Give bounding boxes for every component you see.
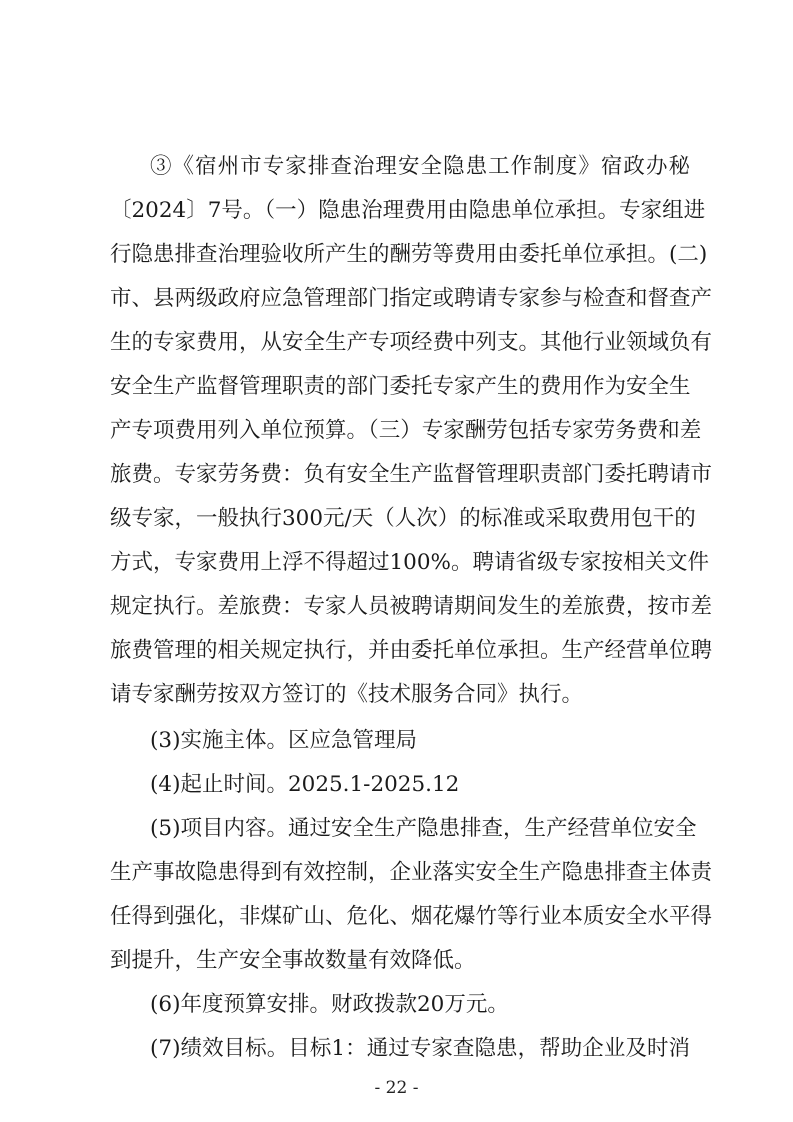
text-line: 到提升，生产安全事故数量有效降低。 [110,948,476,973]
text-line: 〔2024〕7号。（一）隐患治理费用由隐患单位承担。专家组进 [110,198,706,223]
text-line: 方式，专家费用上浮不得超过100%。聘请省级专家按相关文件 [110,550,709,575]
text-line: (4)起止时间。2025.1-2025.12 [150,772,460,797]
text-line: (7)绩效目标。目标1：通过专家查隐患，帮助企业及时消 [150,1036,690,1061]
text-line: (6)年度预算安排。财政拨款20万元。 [150,992,509,1017]
text-line: (5)项目内容。通过安全生产隐患排查，生产经营单位安全 [150,816,697,841]
text-line: 市、县两级政府应急管理部门指定或聘请专家参与检查和督查产 [110,286,713,311]
text-line: (3)实施主体。区应急管理局 [150,728,417,753]
text-line: 任得到强化，非煤矿山、危化、烟花爆竹等行业本质安全水平得 [110,904,713,929]
page-number: - 22 - [374,1078,419,1098]
text-line: 请专家酬劳按双方签订的《技术服务合同》执行。 [110,682,584,707]
text-line: 安全生产监督管理职责的部门委托专家产生的费用作为安全生 [110,374,691,399]
text-line: 旅费管理的相关规定执行，并由委托单位承担。生产经营单位聘 [110,638,713,663]
text-line: 规定执行。差旅费：专家人员被聘请期间发生的差旅费，按市差 [110,594,713,619]
text-line: 生的专家费用，从安全生产专项经费中列支。其他行业领域负有 [110,330,713,355]
text-line: 行隐患排查治理验收所产生的酬劳等费用由委托单位承担。(二) [110,242,708,267]
text-line: 生产事故隐患得到有效控制，企业落实安全生产隐患排查主体责 [110,860,713,885]
text-line: 级专家，一般执行300元/天（人次）的标准或采取费用包干的 [110,506,696,531]
text-line: 旅费。专家劳务费：负有安全生产监督管理职责部门委托聘请市 [110,462,713,487]
text-line: ③《宿州市专家排查治理安全隐患工作制度》宿政办秘 [150,154,690,179]
text-line: 产专项费用列入单位预算。（三）专家酬劳包括专家劳务费和差 [110,418,702,443]
